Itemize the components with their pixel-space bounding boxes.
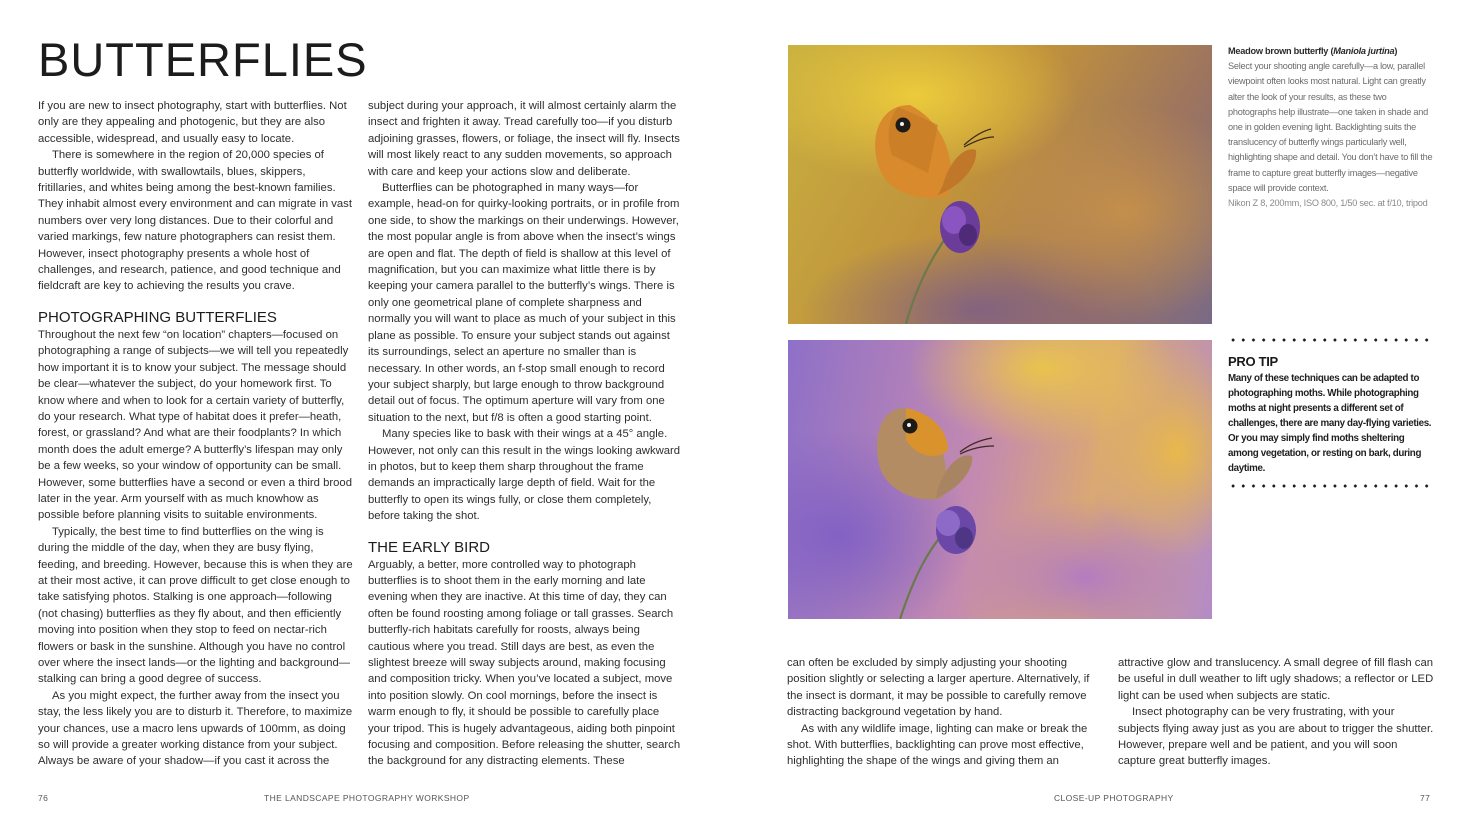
page-number-right: 77 [1420, 793, 1431, 803]
paragraph: As with any wildlife image, lighting can make or break the shot. With butterflies, backlighting can prove most effective, highlighting the shape of the wings and giving them an [787, 722, 1088, 768]
caption-title: Meadow brown butterfly (Maniola jurtina) [1228, 46, 1398, 56]
paragraph: Throughout the next few “on location” chapters—focused on photographing a range of subjects—we will tell you repeatedly how important it is to know your subject. The message should be clear—whatever the subject, do your homework first. To know where and when to look for a certain variety of butterfly, do your research. What type of habitat does it prefer—heath, forest, or grassland? And what are their foodplants? In which month does the adult emerge? A butterfly’s lifespan may only be a few weeks, so your window of opportunity can be small. However, some butterflies have a second or even a third brood later in the year. Arm yourself with as much knowhow as possible before planning visits to suitable environments. [38, 328, 352, 522]
paragraph: If you are new to insect photography, start with butterflies. Not only are they appealing and photogenic, but they are also accessible, widespread, and usually easy to locate. [38, 100, 347, 145]
paragraph: Many species like to bask with their wings at a 45° angle. However, not only can this result in the wings looking awkward in photos, but to keep them sharp throughout the frame demands an impractically large depth of field. Wait for the butterfly to open its wings fully, or close them completely, before taking the shot. [368, 428, 681, 523]
dotted-divider [1228, 338, 1434, 342]
photo-caption [1228, 44, 1436, 211]
section-heading-the-early-bird: THE EARLY BIRD [368, 538, 490, 556]
species-name: Maniola jurtina [1333, 46, 1395, 56]
dotted-divider [1228, 484, 1434, 488]
text-column-2 [368, 98, 684, 770]
paragraph: As you might expect, the further away from the insect you stay, the less likely you are to disturb it. Therefore, to maximize your chances, use a macro lens upwards of 100mm, as doing so will provide a greater working distance from your subject. Always be aware of your shadow—if you cast it across the [38, 689, 353, 768]
pro-tip-box [1228, 338, 1434, 488]
paragraph: Typically, the best time to find butterflies on the wing is during the middle of the day, when they are busy flying, feeding, and breeding. However, because this is when they are at their most active, it can prove difficult to get close enough to take satisfying photos. Stalking is one approach—following (not chasing) butterflies as they fly about, and then efficiently moving into position when they stop to feed on nectar-rich flowers or bask in the sunshine. Although you have no control over where the insect lands—or the lighting and background—stalking can bring a good degree of success. [38, 525, 353, 686]
pro-tip-body: Many of these techniques can be adapted to photographing moths. While photographing moths at night presents a different set of challenges, there are many day-flying varieties. Or you may simply find moths sheltering among vegetation, or resting on bark, during daytime. [1228, 373, 1432, 474]
running-head-right: CLOSE-UP PHOTOGRAPHY [1054, 793, 1174, 803]
text-column-1 [38, 98, 354, 770]
text-column-4 [1118, 655, 1434, 770]
butterfly-illustration [788, 45, 1212, 324]
running-head-left: THE LANDSCAPE PHOTOGRAPHY WORKSHOP [264, 793, 470, 803]
paragraph: attractive glow and translucency. A small degree of fill flash can be useful in dull weather to lift ugly shadows; a reflector or LED light can be used when subjects are static. [1118, 657, 1434, 702]
paragraph: Arguably, a better, more controlled way to photograph butterflies is to shoot them in the early morning and late evening when they are inactive. At this time of day, they can often be found roosting among foliage or tall grasses. Search butterfly-rich habitats carefully for roosts, always being cautious where you tread. Still days are best, as even the slightest breeze will sway subjects around, making focusing and composition tricky. When you’ve located a subject, move into position slowly. On cool mornings, before the insect is warm enough to fly, it should be possible to carefully place your tripod. This is hugely advantageous, aiding both pinpoint focusing and composition. Before releasing the shutter, search the background for any distracting elements. These [368, 558, 681, 768]
butterfly-photo-golden-light [788, 340, 1212, 619]
caption-body: Select your shooting angle carefully—a low, parallel viewpoint often looks most natural. Light can greatly alter the look of your results, as these two photographs help illustrate—one taken in shade and one in golden evening light. Backlighting suits the translucency of butterfly wings particularly well, highlighting shape and detail. You don’t have to fill the frame to capture great butterfly images—negative space will provide context. [1228, 61, 1433, 193]
paragraph: There is somewhere in the region of 20,000 species of butterfly worldwide, with swallowtails, blues, skippers, fritillaries, and whites being among the best-known families. They inhabit almost every environment and can migrate in vast numbers over very long distances. Due to their colorful and varied markings, few nature photographers can resist them. However, insect photography presents a whole host of challenges, and research, patience, and good technique and fieldcraft are key to achieving the results you crave. [38, 149, 352, 293]
butterfly-illustration [788, 340, 1212, 619]
section-heading-photographing-butterflies: PHOTOGRAPHING BUTTERFLIES [38, 308, 277, 326]
page-number-left: 76 [38, 793, 49, 803]
paragraph: Butterflies can be photographed in many ways—for example, head-on for quirky-looking portraits, or in profile from one side, to show the markings on their underwings. However, the most popular angle is from above when the insect’s wings are open and flat. The depth of field is shallow at this level of magnification, but you can maximize what little there is by keeping your camera parallel to the butterfly’s wings. There is only one geometrical plane of complete sharpness and normally you will want to place as much of your subject in this plane as possible. To ensure your subject stands out against its surroundings, select an aperture no smaller than is necessary. In other words, an f-stop small enough to record your subject sharply, but large enough to throw background detail out of focus. The optimum aperture will vary from one situation to the next, but f/8 is often a good starting point. [368, 182, 680, 424]
caption-camera-settings: Nikon Z 8, 200mm, ISO 800, 1/50 sec. at f/10, tripod [1228, 198, 1428, 209]
pro-tip-heading: PRO TIP [1228, 354, 1278, 369]
text-column-3 [787, 655, 1105, 770]
paragraph: can often be excluded by simply adjusting your shooting position slightly or selecting a larger aperture. Alternatively, if the insect is dormant, it may be possible to carefully remove distracting background vegetation by hand. [787, 657, 1090, 719]
butterfly-photo-shade [788, 45, 1212, 324]
paragraph: Insect photography can be very frustrating, with your subjects flying away just as you are about to trigger the shutter. However, prepare well and be patient, and you will soon capture great butterfly images. [1118, 706, 1434, 768]
page-title: BUTTERFLIES [38, 33, 368, 86]
paragraph: subject during your approach, it will almost certainly alarm the insect and frighten it away. Tread carefully too—if you disturb adjoining grasses, flowers, or foliage, the insect will fly. Insects will most likely react to any sudden movements, so approach with care and keep your actions slow and deliberate. [368, 100, 680, 178]
